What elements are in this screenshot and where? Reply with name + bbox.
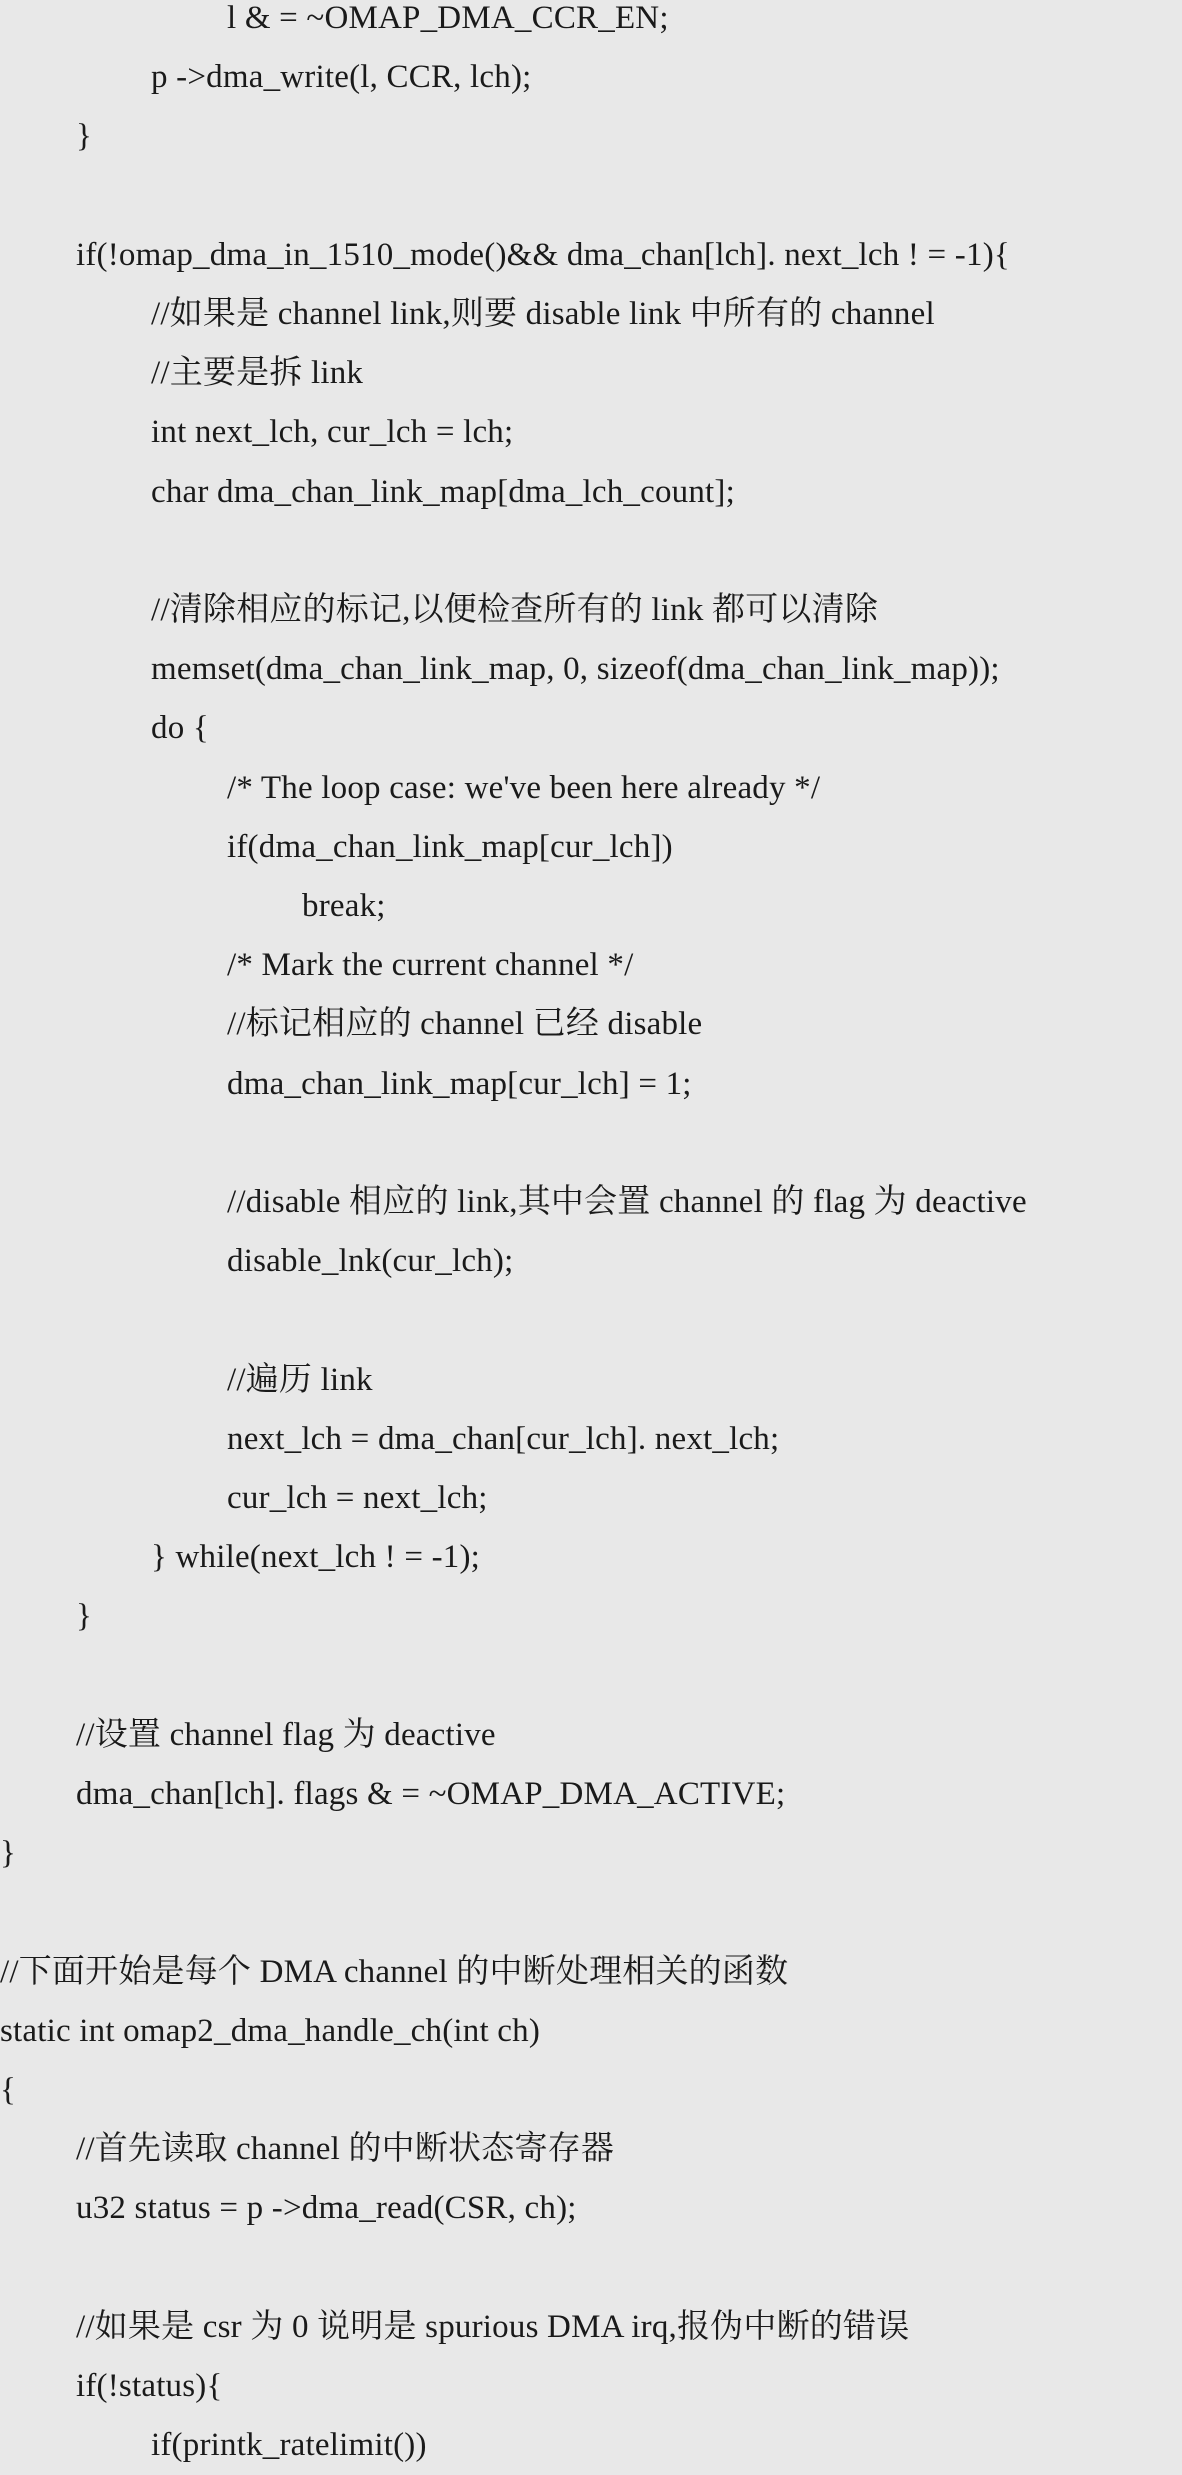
code-line: if(!omap_dma_in_1510_mode()&& dma_chan[lch]. next_lch ! = -1){ [76,236,1010,273]
code-line: //首先读取 channel 的中断状态寄存器 [76,2131,615,2168]
code-line: } while(next_lch ! = -1); [151,1539,481,1576]
code-line: l & = ~OMAP_DMA_CCR_EN; [227,0,669,36]
code-line: //disable 相应的 link,其中会置 channel 的 flag 为 deactive [227,1184,1027,1220]
code-line: if(!status){ [76,2368,223,2404]
code-line: //标记相应的 channel 已经 disable [227,1006,703,1043]
code-line: int next_lch, cur_lch = lch; [151,414,514,451]
code-line: //设置 channel flag 为 deactive [76,1716,496,1753]
code-line: //遍历 link [227,1361,373,1398]
code-line: dma_chan[lch]. flags & = ~OMAP_DMA_ACTIVE; [76,1776,786,1812]
code-line: } [76,1598,93,1635]
code-line: disable_lnk(cur_lch); [227,1243,514,1280]
code-line: static int omap2_dma_handle_ch(int ch) [0,2012,541,2049]
code-line: /* The loop case: we've been here already */ [227,769,821,806]
code-line: u32 status = p ->dma_read(CSR, ch); [76,2190,577,2227]
code-line: /* Mark the current channel */ [227,947,634,984]
code-line: memset(dma_chan_link_map, 0, sizeof(dma_chan_link_map)); [151,651,1000,688]
code-line: { [0,2072,17,2108]
code-line: //如果是 csr 为 0 说明是 spurious DMA irq,报伪中断的错误 [76,2308,910,2345]
code-line: char dma_chan_link_map[dma_lch_count]; [151,473,735,510]
code-line: do { [151,710,209,747]
code-line: //如果是 channel link,则要 disable link 中所有的 channel [151,296,935,332]
code-line: next_lch = dma_chan[cur_lch]. next_lch; [227,1420,780,1457]
code-line: if(printk_ratelimit()) [151,2427,427,2464]
code-line: } [76,118,93,155]
code-line: //清除相应的标记,以便检查所有的 link 都可以清除 [151,592,879,628]
code-line: p ->dma_write(l, CCR, lch); [151,59,532,96]
code-line: //主要是拆 link [151,355,364,392]
code-line: dma_chan_link_map[cur_lch] = 1; [227,1065,692,1102]
code-line: break; [302,888,386,924]
code-line: cur_lch = next_lch; [227,1480,488,1516]
code-line: if(dma_chan_link_map[cur_lch]) [227,828,673,865]
code-line: } [0,1835,17,1872]
code-line: //下面开始是每个 DMA channel 的中断处理相关的函数 [0,1953,789,1990]
